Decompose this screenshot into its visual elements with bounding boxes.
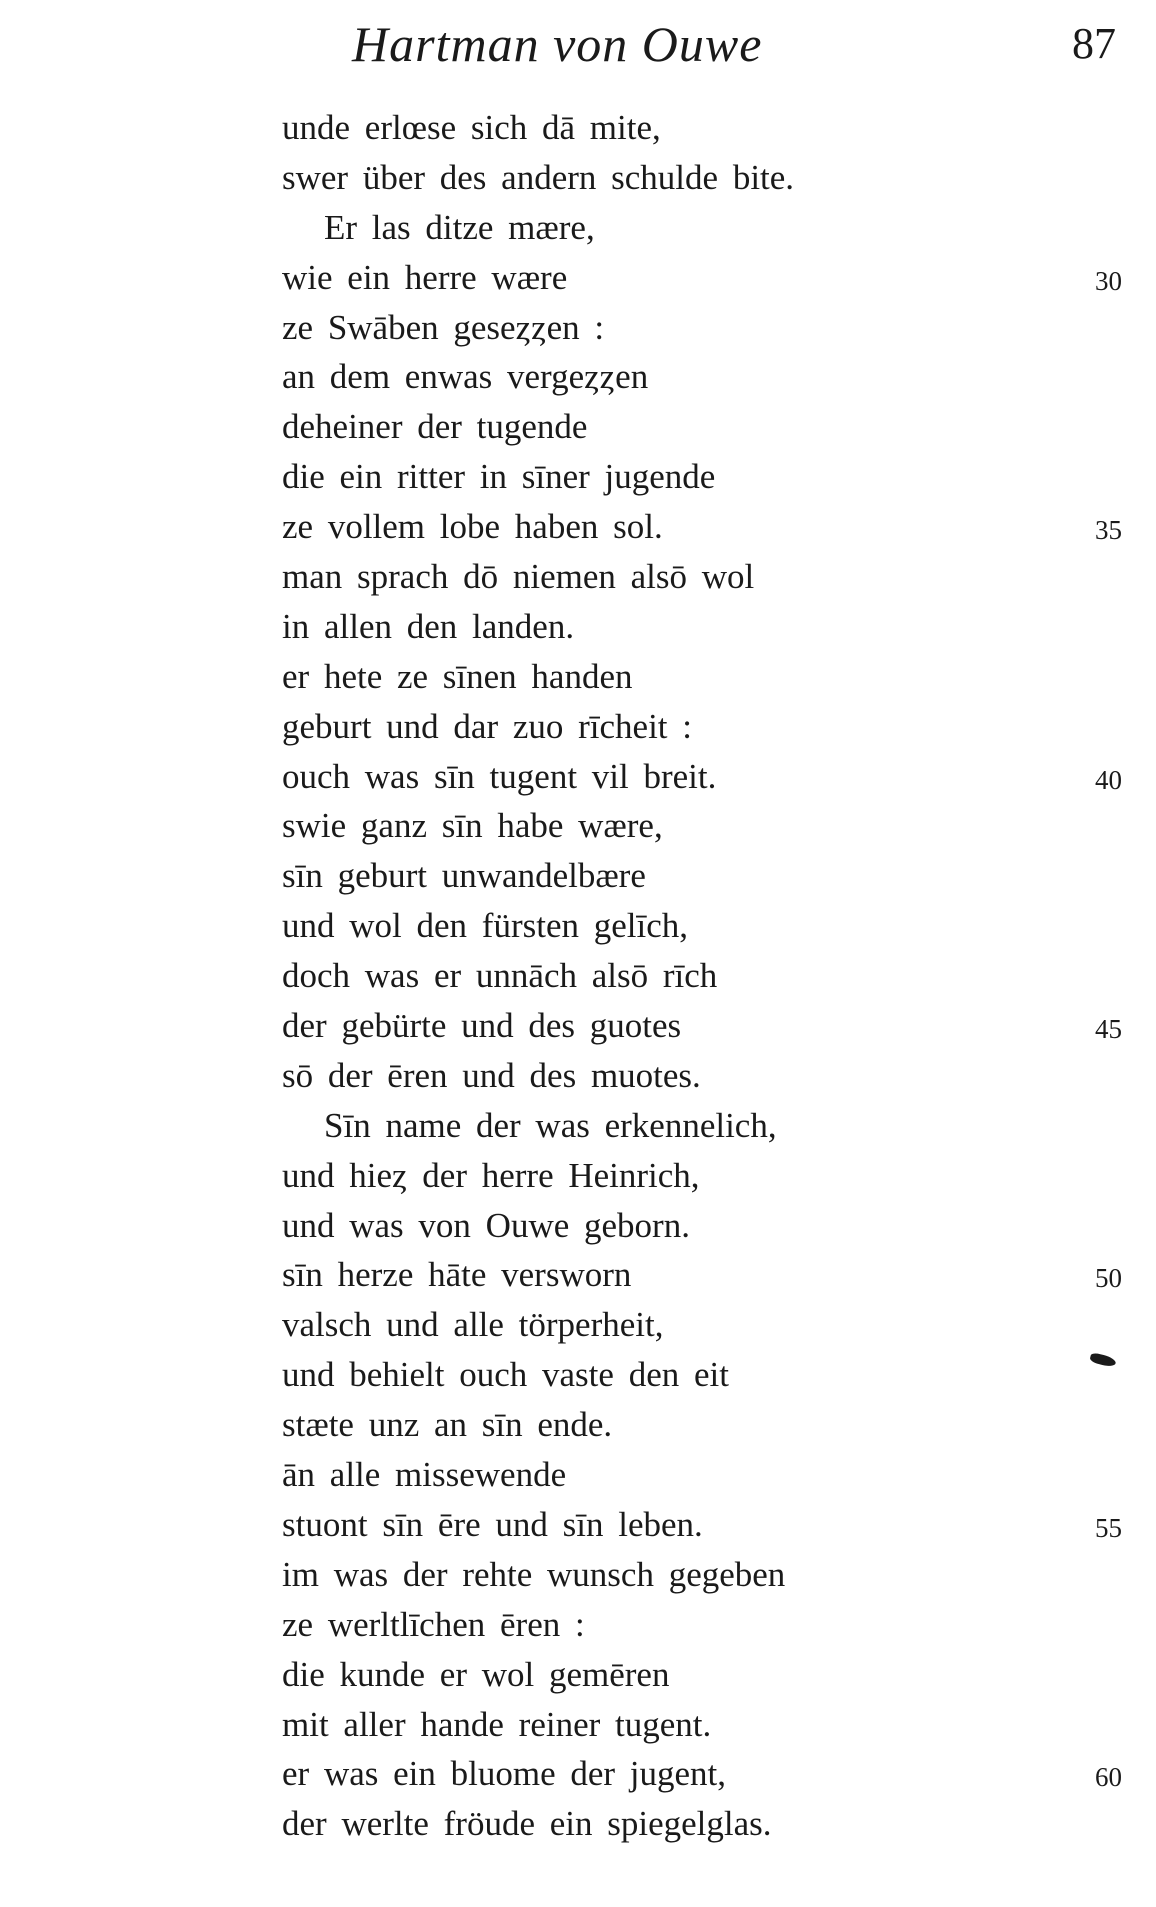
- verse-line: [282, 1700, 1142, 1750]
- verse-text: in allen den landen.: [282, 606, 575, 646]
- verse-text: und behielt ouch vaste den eit: [282, 1355, 729, 1395]
- verse-line: [282, 801, 1142, 851]
- verse-line: [282, 1300, 1142, 1350]
- verse-line: [282, 1350, 1142, 1400]
- verse-line: [282, 1450, 1142, 1500]
- verse-line: [282, 652, 1142, 702]
- verse-line: [282, 901, 1142, 951]
- verse-line: [282, 951, 1142, 1001]
- verse-text: die kunde er wol gemēren: [282, 1654, 670, 1694]
- verse-line: [282, 352, 1142, 402]
- line-number: 50: [1095, 1263, 1122, 1294]
- verse-line: [282, 1001, 1142, 1051]
- line-number: 30: [1095, 265, 1122, 296]
- verse-text: unde erlœse sich dā mite,: [282, 108, 661, 147]
- verse-line: [282, 602, 1142, 652]
- verse-text: ze Swāben geseȥȥen :: [282, 307, 605, 347]
- verse-text: er was ein bluome der jugent,: [282, 1754, 727, 1794]
- verse-text: im was der rehte wunsch gegeben: [282, 1554, 786, 1594]
- verse-line: [282, 1799, 1142, 1849]
- verse-line: [282, 1550, 1142, 1600]
- verse-text: stuont sīn ēre und sīn leben.: [282, 1504, 703, 1544]
- verse-line: [282, 103, 1142, 153]
- verse-line: [282, 552, 1142, 602]
- line-number: 60: [1095, 1762, 1122, 1793]
- verse-text: der werlte fröude ein spiegelglas.: [282, 1804, 772, 1844]
- verse-line: [282, 452, 1142, 502]
- verse-line: [282, 402, 1142, 452]
- verse-text: ze vollem lobe haben sol.: [282, 507, 663, 547]
- verse-line: [282, 1201, 1142, 1251]
- verse-line: [282, 203, 1142, 253]
- verse-text: sīn geburt unwandelbære: [282, 856, 646, 896]
- verse-text: sō der ēren und des muotes.: [282, 1055, 701, 1095]
- verse-text: und hieȥ der herre Heinrich,: [282, 1155, 700, 1195]
- verse-line: [282, 752, 1142, 802]
- verse-text: sīn herze hāte versworn: [282, 1255, 632, 1295]
- verse-text: swer über des andern schulde bite.: [282, 157, 795, 197]
- verse-line: [282, 1400, 1142, 1450]
- verse-text: Er las ditze mære,: [324, 207, 595, 247]
- verse-line: [282, 851, 1142, 901]
- verse-text: ouch was sīn tugent vil breit.: [282, 756, 717, 796]
- verse-line: [282, 253, 1142, 303]
- line-number: 40: [1095, 764, 1122, 795]
- verse-line: [282, 1151, 1142, 1201]
- line-number: 45: [1095, 1014, 1122, 1045]
- verse-line: [282, 1600, 1142, 1650]
- verse-text: man sprach dō niemen alsō wol: [282, 557, 755, 597]
- verse-text: und was von Ouwe geborn.: [282, 1205, 690, 1245]
- verse-line: [282, 502, 1142, 552]
- line-number: 35: [1095, 515, 1122, 546]
- verse-text: valsch und alle törperheit,: [282, 1305, 664, 1345]
- page-number: 87: [1072, 19, 1116, 68]
- verse-line: [282, 153, 1142, 203]
- verse-text: die ein ritter in sīner jugende: [282, 457, 716, 497]
- verse-text: deheiner der tugende: [282, 407, 588, 447]
- verse-text: der gebürte und des guotes: [282, 1006, 682, 1046]
- verse-text: Sīn name der was erkennelich,: [324, 1105, 777, 1145]
- verse-text: mit aller hande reiner tugent.: [282, 1704, 712, 1744]
- verse-text: swie ganz sīn habe wære,: [282, 806, 663, 846]
- poem-text: [282, 103, 1142, 1849]
- verse-text: doch was er unnāch alsō rīch: [282, 956, 718, 996]
- verse-line: [282, 1500, 1142, 1550]
- verse-text: stæte unz an sīn ende.: [282, 1405, 613, 1445]
- verse-line: [282, 1749, 1142, 1799]
- verse-line: [282, 1650, 1142, 1700]
- verse-text: ān alle missewende: [282, 1455, 567, 1495]
- verse-text: er hete ze sīnen handen: [282, 656, 633, 696]
- verse-line: [282, 1250, 1142, 1300]
- verse-line: [282, 1101, 1142, 1151]
- line-number: 55: [1095, 1512, 1122, 1543]
- verse-text: ze werltlīchen ēren :: [282, 1604, 585, 1644]
- verse-text: an dem enwas vergeȥȥen: [282, 357, 649, 397]
- verse-line: [282, 702, 1142, 752]
- verse-text: geburt und dar zuo rīcheit :: [282, 706, 693, 746]
- verse-text: wie ein herre wære: [282, 257, 568, 297]
- verse-line: [282, 303, 1142, 353]
- page-title: Hartman von Ouwe: [352, 16, 763, 72]
- verse-text: und wol den fürsten gelīch,: [282, 906, 688, 946]
- running-head: [0, 14, 1156, 74]
- verse-line: [282, 1051, 1142, 1101]
